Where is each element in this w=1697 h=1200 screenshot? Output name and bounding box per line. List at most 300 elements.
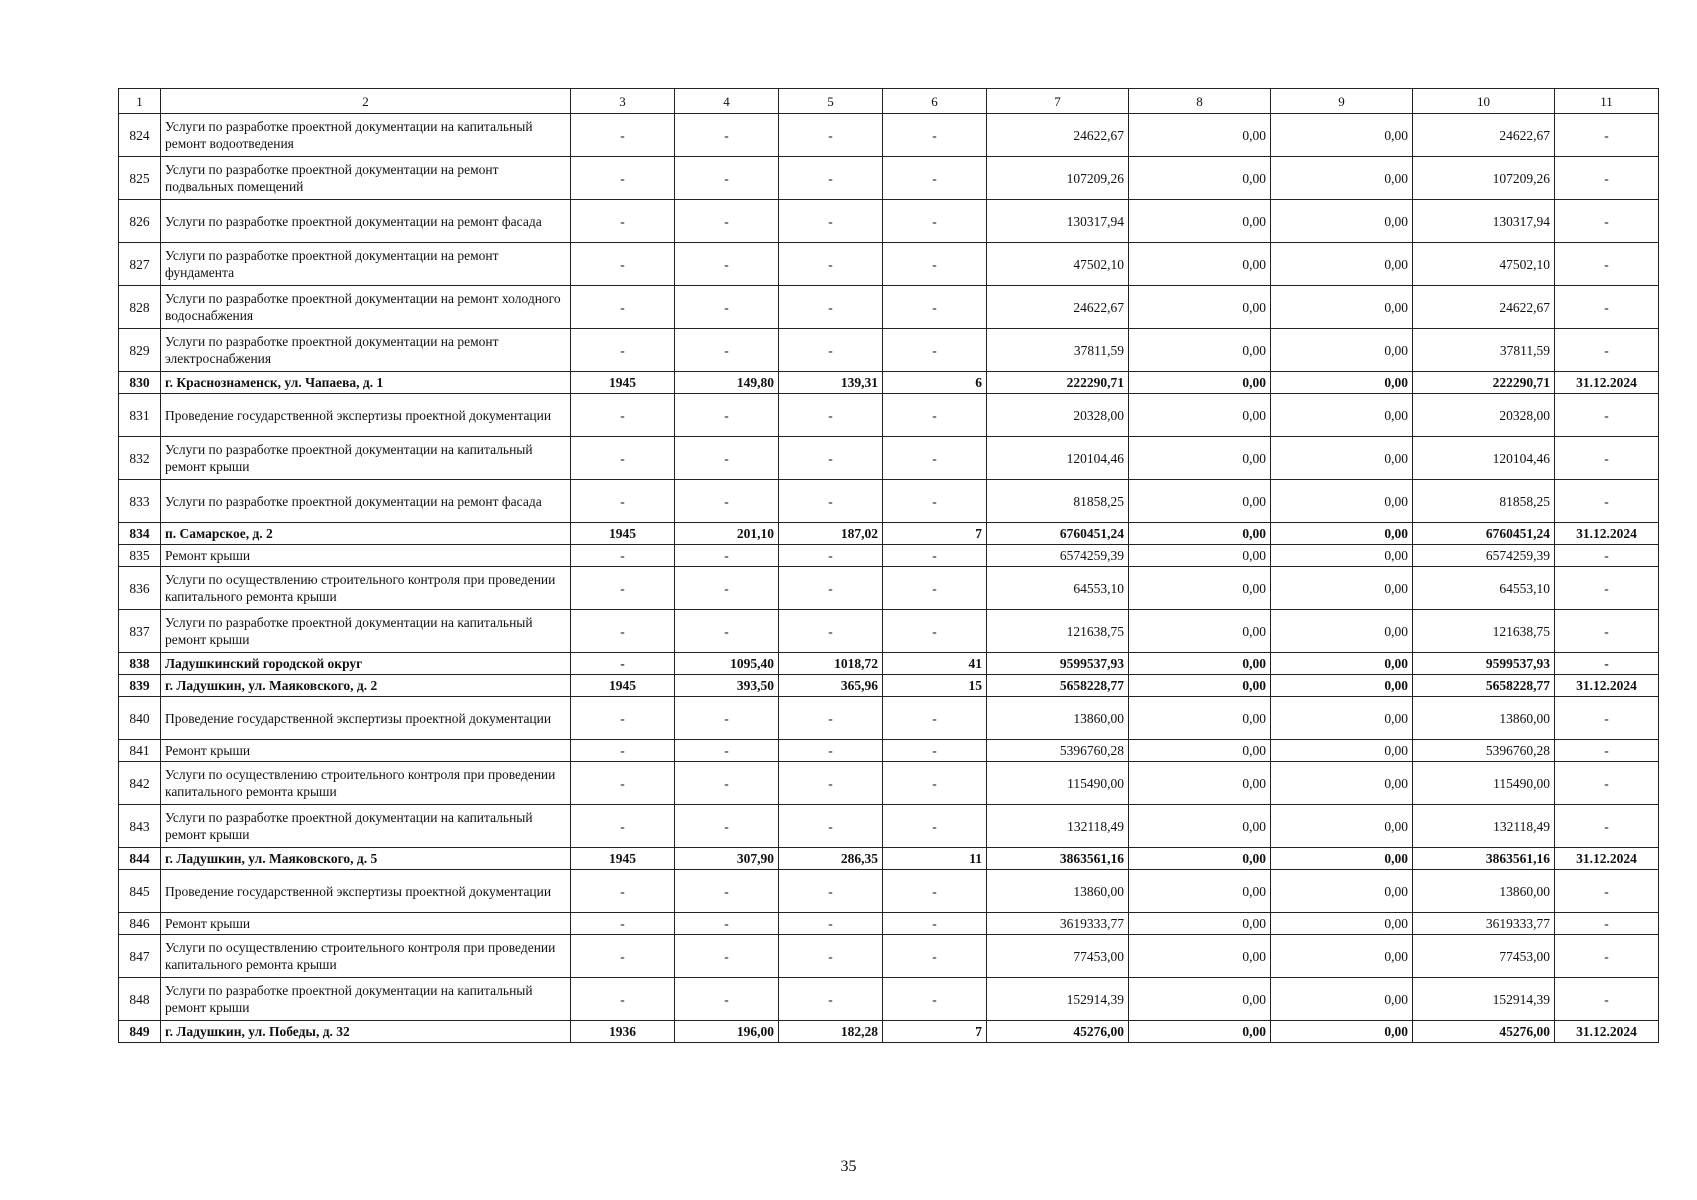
cell-col-3: 1945 xyxy=(571,372,675,394)
row-number: 837 xyxy=(119,610,161,653)
cell-col-8: 0,00 xyxy=(1129,200,1271,243)
cell-col-8: 0,00 xyxy=(1129,286,1271,329)
cell-col-9: 0,00 xyxy=(1271,675,1413,697)
cell-col-3: - xyxy=(571,567,675,610)
cell-col-4: - xyxy=(675,114,779,157)
cell-col-6: - xyxy=(883,567,987,610)
cell-col-8: 0,00 xyxy=(1129,913,1271,935)
cell-col-10: 20328,00 xyxy=(1413,394,1555,437)
table-row xyxy=(119,157,1659,200)
row-description: Ремонт крыши xyxy=(161,913,571,935)
cell-col-7: 222290,71 xyxy=(987,372,1129,394)
cell-col-10: 3619333,77 xyxy=(1413,913,1555,935)
cell-col-4: - xyxy=(675,243,779,286)
table-row xyxy=(119,114,1659,157)
cell-col-8: 0,00 xyxy=(1129,697,1271,740)
cell-col-10: 24622,67 xyxy=(1413,286,1555,329)
row-description: Услуги по разработке проектной документации на ремонт фундамента xyxy=(161,243,571,286)
column-header: 2 xyxy=(161,89,571,114)
row-number: 847 xyxy=(119,935,161,978)
cell-col-4: 307,90 xyxy=(675,848,779,870)
cell-col-8: 0,00 xyxy=(1129,848,1271,870)
cell-col-9: 0,00 xyxy=(1271,870,1413,913)
cell-col-5: - xyxy=(779,243,883,286)
row-number: 829 xyxy=(119,329,161,372)
row-description: Услуги по разработке проектной документации на ремонт холодного водоснабжения xyxy=(161,286,571,329)
cell-col-4: - xyxy=(675,157,779,200)
cell-col-7: 6760451,24 xyxy=(987,523,1129,545)
cell-col-10: 37811,59 xyxy=(1413,329,1555,372)
cell-col-4: - xyxy=(675,697,779,740)
table-row xyxy=(119,286,1659,329)
cell-col-11: - xyxy=(1555,870,1659,913)
cell-col-11: - xyxy=(1555,567,1659,610)
cell-col-11: - xyxy=(1555,480,1659,523)
cell-col-10: 152914,39 xyxy=(1413,978,1555,1021)
cell-col-10: 5658228,77 xyxy=(1413,675,1555,697)
row-description: Услуги по разработке проектной документации на капитальный ремонт крыши xyxy=(161,978,571,1021)
table-row xyxy=(119,200,1659,243)
cell-col-11: - xyxy=(1555,437,1659,480)
row-description: г. Краснознаменск, ул. Чапаева, д. 1 xyxy=(161,372,571,394)
cell-col-6: - xyxy=(883,437,987,480)
cell-col-10: 9599537,93 xyxy=(1413,653,1555,675)
cell-col-3: - xyxy=(571,437,675,480)
cell-col-7: 3863561,16 xyxy=(987,848,1129,870)
cell-col-4: - xyxy=(675,286,779,329)
row-number: 836 xyxy=(119,567,161,610)
cell-col-3: - xyxy=(571,935,675,978)
row-description: Услуги по осуществлению строительного контроля при проведении капитального ремонта крыши xyxy=(161,935,571,978)
row-description: г. Ладушкин, ул. Маяковского, д. 5 xyxy=(161,848,571,870)
cell-col-4: - xyxy=(675,740,779,762)
row-description: Услуги по осуществлению строительного контроля при проведении капитального ремонта крыши xyxy=(161,762,571,805)
cell-col-5: - xyxy=(779,870,883,913)
cell-col-4: - xyxy=(675,913,779,935)
table-row xyxy=(119,1021,1659,1043)
table-row xyxy=(119,653,1659,675)
cell-col-7: 5658228,77 xyxy=(987,675,1129,697)
cell-col-11: - xyxy=(1555,200,1659,243)
row-number: 827 xyxy=(119,243,161,286)
cell-col-10: 13860,00 xyxy=(1413,870,1555,913)
column-header: 1 xyxy=(119,89,161,114)
cell-col-5: 1018,72 xyxy=(779,653,883,675)
row-description: Ладушкинский городской округ xyxy=(161,653,571,675)
cell-col-9: 0,00 xyxy=(1271,848,1413,870)
cell-col-5: - xyxy=(779,610,883,653)
cell-col-11: - xyxy=(1555,610,1659,653)
cell-col-6: 6 xyxy=(883,372,987,394)
cell-col-3: - xyxy=(571,653,675,675)
cell-col-11: - xyxy=(1555,740,1659,762)
cell-col-6: 11 xyxy=(883,848,987,870)
table-row xyxy=(119,913,1659,935)
cell-col-4: - xyxy=(675,545,779,567)
cell-col-4: 1095,40 xyxy=(675,653,779,675)
cell-col-6: - xyxy=(883,805,987,848)
cell-col-3: - xyxy=(571,978,675,1021)
cell-col-10: 45276,00 xyxy=(1413,1021,1555,1043)
table-row xyxy=(119,610,1659,653)
cell-col-5: - xyxy=(779,329,883,372)
row-number: 839 xyxy=(119,675,161,697)
cell-col-3: - xyxy=(571,740,675,762)
cell-col-5: - xyxy=(779,437,883,480)
cell-col-10: 222290,71 xyxy=(1413,372,1555,394)
cell-col-10: 130317,94 xyxy=(1413,200,1555,243)
cell-col-5: - xyxy=(779,545,883,567)
cell-col-11: 31.12.2024 xyxy=(1555,523,1659,545)
cell-col-3: - xyxy=(571,157,675,200)
row-number: 835 xyxy=(119,545,161,567)
cell-col-8: 0,00 xyxy=(1129,610,1271,653)
table-row xyxy=(119,523,1659,545)
cell-col-8: 0,00 xyxy=(1129,329,1271,372)
row-number: 825 xyxy=(119,157,161,200)
cell-col-6: 15 xyxy=(883,675,987,697)
cell-col-5: - xyxy=(779,114,883,157)
cell-col-6: - xyxy=(883,870,987,913)
cell-col-8: 0,00 xyxy=(1129,114,1271,157)
cell-col-4: - xyxy=(675,805,779,848)
cell-col-10: 47502,10 xyxy=(1413,243,1555,286)
cell-col-8: 0,00 xyxy=(1129,567,1271,610)
row-description: Проведение государственной экспертизы проектной документации xyxy=(161,697,571,740)
cell-col-7: 20328,00 xyxy=(987,394,1129,437)
cell-col-9: 0,00 xyxy=(1271,762,1413,805)
cell-col-6: - xyxy=(883,114,987,157)
cell-col-11: - xyxy=(1555,935,1659,978)
cell-col-10: 77453,00 xyxy=(1413,935,1555,978)
cell-col-11: 31.12.2024 xyxy=(1555,1021,1659,1043)
row-number: 844 xyxy=(119,848,161,870)
cell-col-9: 0,00 xyxy=(1271,913,1413,935)
row-description: Ремонт крыши xyxy=(161,545,571,567)
cell-col-6: - xyxy=(883,610,987,653)
cell-col-10: 5396760,28 xyxy=(1413,740,1555,762)
cell-col-10: 121638,75 xyxy=(1413,610,1555,653)
cell-col-6: 7 xyxy=(883,1021,987,1043)
cell-col-8: 0,00 xyxy=(1129,935,1271,978)
row-number: 831 xyxy=(119,394,161,437)
cell-col-3: - xyxy=(571,697,675,740)
cell-col-5: 187,02 xyxy=(779,523,883,545)
cell-col-5: 286,35 xyxy=(779,848,883,870)
cell-col-4: - xyxy=(675,480,779,523)
cell-col-9: 0,00 xyxy=(1271,437,1413,480)
cell-col-8: 0,00 xyxy=(1129,653,1271,675)
cell-col-7: 6574259,39 xyxy=(987,545,1129,567)
cell-col-6: - xyxy=(883,545,987,567)
cell-col-8: 0,00 xyxy=(1129,394,1271,437)
cell-col-11: - xyxy=(1555,697,1659,740)
row-description: Услуги по разработке проектной документации на ремонт подвальных помещений xyxy=(161,157,571,200)
table-body xyxy=(119,114,1659,1043)
document-table xyxy=(118,88,1659,1043)
cell-col-10: 6574259,39 xyxy=(1413,545,1555,567)
cell-col-4: - xyxy=(675,762,779,805)
cell-col-5: - xyxy=(779,978,883,1021)
cell-col-4: - xyxy=(675,567,779,610)
cell-col-6: - xyxy=(883,157,987,200)
cell-col-4: 201,10 xyxy=(675,523,779,545)
row-number: 832 xyxy=(119,437,161,480)
cell-col-3: - xyxy=(571,329,675,372)
cell-col-7: 120104,46 xyxy=(987,437,1129,480)
row-number: 834 xyxy=(119,523,161,545)
cell-col-4: - xyxy=(675,437,779,480)
cell-col-4: 149,80 xyxy=(675,372,779,394)
cell-col-8: 0,00 xyxy=(1129,978,1271,1021)
cell-col-10: 81858,25 xyxy=(1413,480,1555,523)
row-description: Услуги по разработке проектной документации на капитальный ремонт водоотведения xyxy=(161,114,571,157)
cell-col-8: 0,00 xyxy=(1129,675,1271,697)
column-header: 8 xyxy=(1129,89,1271,114)
cell-col-8: 0,00 xyxy=(1129,523,1271,545)
cell-col-11: - xyxy=(1555,762,1659,805)
cell-col-10: 120104,46 xyxy=(1413,437,1555,480)
cell-col-5: - xyxy=(779,913,883,935)
cell-col-5: - xyxy=(779,200,883,243)
cell-col-9: 0,00 xyxy=(1271,243,1413,286)
cell-col-11: 31.12.2024 xyxy=(1555,675,1659,697)
cell-col-10: 13860,00 xyxy=(1413,697,1555,740)
table-row xyxy=(119,567,1659,610)
column-header: 6 xyxy=(883,89,987,114)
table-row xyxy=(119,697,1659,740)
cell-col-5: - xyxy=(779,697,883,740)
column-header: 9 xyxy=(1271,89,1413,114)
row-number: 848 xyxy=(119,978,161,1021)
cell-col-8: 0,00 xyxy=(1129,740,1271,762)
row-description: Услуги по разработке проектной документации на ремонт электроснабжения xyxy=(161,329,571,372)
cell-col-6: - xyxy=(883,329,987,372)
cell-col-8: 0,00 xyxy=(1129,545,1271,567)
row-number: 828 xyxy=(119,286,161,329)
table-row xyxy=(119,848,1659,870)
cell-col-6: - xyxy=(883,243,987,286)
row-number: 845 xyxy=(119,870,161,913)
cell-col-9: 0,00 xyxy=(1271,523,1413,545)
cell-col-11: - xyxy=(1555,329,1659,372)
cell-col-7: 45276,00 xyxy=(987,1021,1129,1043)
cell-col-7: 13860,00 xyxy=(987,697,1129,740)
table-header-row xyxy=(119,89,1659,114)
cell-col-11: - xyxy=(1555,243,1659,286)
row-number: 826 xyxy=(119,200,161,243)
row-description: Услуги по разработке проектной документации на капитальный ремонт крыши xyxy=(161,805,571,848)
cell-col-6: - xyxy=(883,740,987,762)
cell-col-6: - xyxy=(883,286,987,329)
row-number: 838 xyxy=(119,653,161,675)
cell-col-6: 7 xyxy=(883,523,987,545)
cell-col-7: 130317,94 xyxy=(987,200,1129,243)
cell-col-11: - xyxy=(1555,394,1659,437)
cell-col-5: - xyxy=(779,935,883,978)
cell-col-7: 81858,25 xyxy=(987,480,1129,523)
cell-col-6: - xyxy=(883,913,987,935)
cell-col-5: 139,31 xyxy=(779,372,883,394)
cell-col-3: - xyxy=(571,243,675,286)
cell-col-7: 64553,10 xyxy=(987,567,1129,610)
cell-col-7: 13860,00 xyxy=(987,870,1129,913)
table-row xyxy=(119,437,1659,480)
cell-col-4: 393,50 xyxy=(675,675,779,697)
cell-col-7: 132118,49 xyxy=(987,805,1129,848)
cell-col-6: 41 xyxy=(883,653,987,675)
cell-col-11: - xyxy=(1555,114,1659,157)
cell-col-8: 0,00 xyxy=(1129,372,1271,394)
row-description: Услуги по разработке проектной документации на капитальный ремонт крыши xyxy=(161,610,571,653)
cell-col-7: 24622,67 xyxy=(987,286,1129,329)
cell-col-5: 182,28 xyxy=(779,1021,883,1043)
row-description: Услуги по осуществлению строительного контроля при проведении капитального ремонта крыши xyxy=(161,567,571,610)
cell-col-11: 31.12.2024 xyxy=(1555,372,1659,394)
column-header: 10 xyxy=(1413,89,1555,114)
cell-col-4: 196,00 xyxy=(675,1021,779,1043)
cell-col-7: 107209,26 xyxy=(987,157,1129,200)
cell-col-6: - xyxy=(883,200,987,243)
cell-col-4: - xyxy=(675,329,779,372)
cell-col-9: 0,00 xyxy=(1271,567,1413,610)
column-header: 7 xyxy=(987,89,1129,114)
cell-col-4: - xyxy=(675,394,779,437)
cell-col-10: 6760451,24 xyxy=(1413,523,1555,545)
column-header: 5 xyxy=(779,89,883,114)
table-row xyxy=(119,394,1659,437)
cell-col-6: - xyxy=(883,978,987,1021)
cell-col-7: 121638,75 xyxy=(987,610,1129,653)
cell-col-11: - xyxy=(1555,913,1659,935)
row-number: 833 xyxy=(119,480,161,523)
cell-col-9: 0,00 xyxy=(1271,978,1413,1021)
row-description: г. Ладушкин, ул. Маяковского, д. 2 xyxy=(161,675,571,697)
cell-col-3: - xyxy=(571,286,675,329)
row-description: Проведение государственной экспертизы проектной документации xyxy=(161,394,571,437)
page-number: 35 xyxy=(840,1158,857,1175)
cell-col-11: - xyxy=(1555,157,1659,200)
row-number: 824 xyxy=(119,114,161,157)
cell-col-9: 0,00 xyxy=(1271,394,1413,437)
column-header: 11 xyxy=(1555,89,1659,114)
cell-col-3: - xyxy=(571,114,675,157)
row-number: 840 xyxy=(119,697,161,740)
cell-col-3: - xyxy=(571,610,675,653)
row-number: 846 xyxy=(119,913,161,935)
cell-col-7: 5396760,28 xyxy=(987,740,1129,762)
table-row xyxy=(119,372,1659,394)
cell-col-10: 64553,10 xyxy=(1413,567,1555,610)
cell-col-6: - xyxy=(883,697,987,740)
cell-col-4: - xyxy=(675,978,779,1021)
cell-col-10: 107209,26 xyxy=(1413,157,1555,200)
cell-col-9: 0,00 xyxy=(1271,372,1413,394)
cell-col-8: 0,00 xyxy=(1129,805,1271,848)
cell-col-11: - xyxy=(1555,805,1659,848)
table-row xyxy=(119,243,1659,286)
row-description: г. Ладушкин, ул. Победы, д. 32 xyxy=(161,1021,571,1043)
cell-col-11: - xyxy=(1555,286,1659,329)
cell-col-11: - xyxy=(1555,653,1659,675)
cell-col-9: 0,00 xyxy=(1271,1021,1413,1043)
cell-col-9: 0,00 xyxy=(1271,653,1413,675)
cell-col-5: - xyxy=(779,567,883,610)
cell-col-8: 0,00 xyxy=(1129,480,1271,523)
cell-col-5: - xyxy=(779,740,883,762)
cell-col-10: 3863561,16 xyxy=(1413,848,1555,870)
cell-col-9: 0,00 xyxy=(1271,610,1413,653)
cell-col-3: 1945 xyxy=(571,675,675,697)
cell-col-3: - xyxy=(571,480,675,523)
row-number: 841 xyxy=(119,740,161,762)
cell-col-3: - xyxy=(571,545,675,567)
table-row xyxy=(119,329,1659,372)
table-row xyxy=(119,480,1659,523)
cell-col-11: - xyxy=(1555,978,1659,1021)
cell-col-8: 0,00 xyxy=(1129,1021,1271,1043)
cell-col-9: 0,00 xyxy=(1271,329,1413,372)
cell-col-7: 47502,10 xyxy=(987,243,1129,286)
cell-col-5: - xyxy=(779,762,883,805)
cell-col-7: 9599537,93 xyxy=(987,653,1129,675)
cell-col-11: 31.12.2024 xyxy=(1555,848,1659,870)
cell-col-3: - xyxy=(571,762,675,805)
row-description: п. Самарское, д. 2 xyxy=(161,523,571,545)
row-number: 849 xyxy=(119,1021,161,1043)
cell-col-7: 3619333,77 xyxy=(987,913,1129,935)
cell-col-10: 115490,00 xyxy=(1413,762,1555,805)
cell-col-3: - xyxy=(571,913,675,935)
cell-col-7: 24622,67 xyxy=(987,114,1129,157)
cell-col-9: 0,00 xyxy=(1271,157,1413,200)
table-row xyxy=(119,675,1659,697)
cell-col-3: 1945 xyxy=(571,848,675,870)
row-description: Услуги по разработке проектной документации на капитальный ремонт крыши xyxy=(161,437,571,480)
column-header: 4 xyxy=(675,89,779,114)
cell-col-3: - xyxy=(571,394,675,437)
table-row xyxy=(119,978,1659,1021)
cell-col-9: 0,00 xyxy=(1271,935,1413,978)
cell-col-9: 0,00 xyxy=(1271,805,1413,848)
cell-col-9: 0,00 xyxy=(1271,740,1413,762)
cell-col-9: 0,00 xyxy=(1271,286,1413,329)
cell-col-9: 0,00 xyxy=(1271,114,1413,157)
cell-col-5: - xyxy=(779,286,883,329)
cell-col-5: - xyxy=(779,480,883,523)
cell-col-8: 0,00 xyxy=(1129,762,1271,805)
cell-col-8: 0,00 xyxy=(1129,243,1271,286)
cell-col-8: 0,00 xyxy=(1129,870,1271,913)
cell-col-5: 365,96 xyxy=(779,675,883,697)
cell-col-3: 1936 xyxy=(571,1021,675,1043)
cell-col-4: - xyxy=(675,610,779,653)
cell-col-9: 0,00 xyxy=(1271,200,1413,243)
cell-col-4: - xyxy=(675,935,779,978)
cell-col-5: - xyxy=(779,805,883,848)
cell-col-9: 0,00 xyxy=(1271,480,1413,523)
cell-col-11: - xyxy=(1555,545,1659,567)
cell-col-6: - xyxy=(883,762,987,805)
cell-col-7: 77453,00 xyxy=(987,935,1129,978)
cell-col-4: - xyxy=(675,200,779,243)
cell-col-6: - xyxy=(883,935,987,978)
table-row xyxy=(119,805,1659,848)
row-number: 830 xyxy=(119,372,161,394)
cell-col-3: - xyxy=(571,805,675,848)
column-header: 3 xyxy=(571,89,675,114)
cell-col-3: 1945 xyxy=(571,523,675,545)
